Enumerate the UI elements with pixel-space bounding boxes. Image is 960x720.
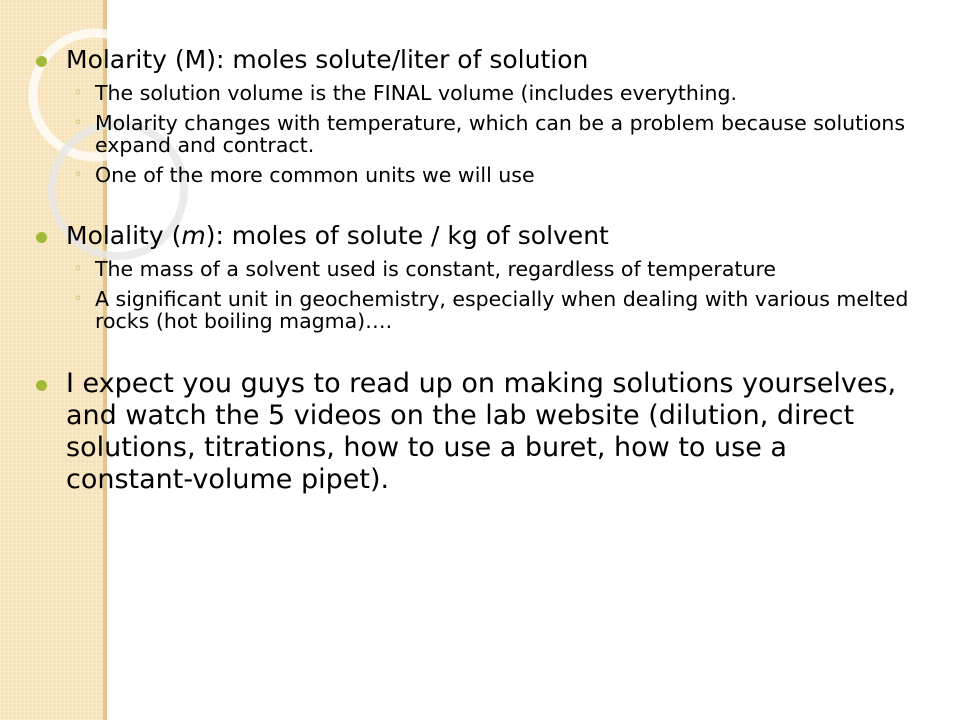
bullet-text: Molarity (M): moles solute/liter of solution — [66, 45, 589, 74]
sub-bullet-marker: ◦ — [74, 167, 83, 183]
sub-item — [36, 258, 916, 280]
molality-subitems — [36, 258, 916, 332]
sub-item — [36, 288, 916, 332]
bullet-text — [66, 222, 916, 250]
sub-item — [36, 112, 916, 156]
sub-bullet-marker: ◦ — [74, 291, 83, 307]
bullet-dot — [36, 380, 47, 391]
bullet-molarity — [36, 46, 916, 74]
bullet-text-start: Molality ( — [66, 221, 182, 250]
sub-item — [36, 164, 916, 186]
bullet-dot — [36, 56, 47, 67]
slide-content — [36, 46, 916, 496]
bullet-text: I expect you guys to read up on making solutions yourselves, and watch the 5 videos on the lab website (dilution, direct solutions, titrations, how to use a buret, how to use a constant-volume pipet). — [66, 368, 897, 495]
molality-symbol: m — [181, 221, 206, 250]
sub-item-text: Molarity changes with temperature, which can be a problem because solutions expand and contract. — [95, 111, 906, 157]
sub-bullet-marker: ◦ — [74, 115, 83, 131]
sub-bullet-marker: ◦ — [74, 85, 83, 101]
sub-item-text: The solution volume is the FINAL volume (includes everything. — [95, 81, 738, 105]
sub-item-text: One of the more common units we will use — [95, 163, 535, 187]
spacer — [36, 340, 916, 368]
sub-item-text: A significant unit in geochemistry, especially when dealing with various melted rocks (hot boiling magma)…. — [95, 287, 909, 333]
bullet-text-end: ): moles of solute / kg of solvent — [205, 221, 609, 250]
molarity-subitems — [36, 82, 916, 186]
bullet-molality — [36, 222, 916, 250]
sub-item — [36, 82, 916, 104]
spacer — [36, 194, 916, 222]
sub-bullet-marker: ◦ — [74, 261, 83, 277]
bullet-assignment — [36, 368, 916, 496]
sub-item-text: The mass of a solvent used is constant, regardless of temperature — [95, 257, 777, 281]
bullet-dot — [36, 232, 47, 243]
